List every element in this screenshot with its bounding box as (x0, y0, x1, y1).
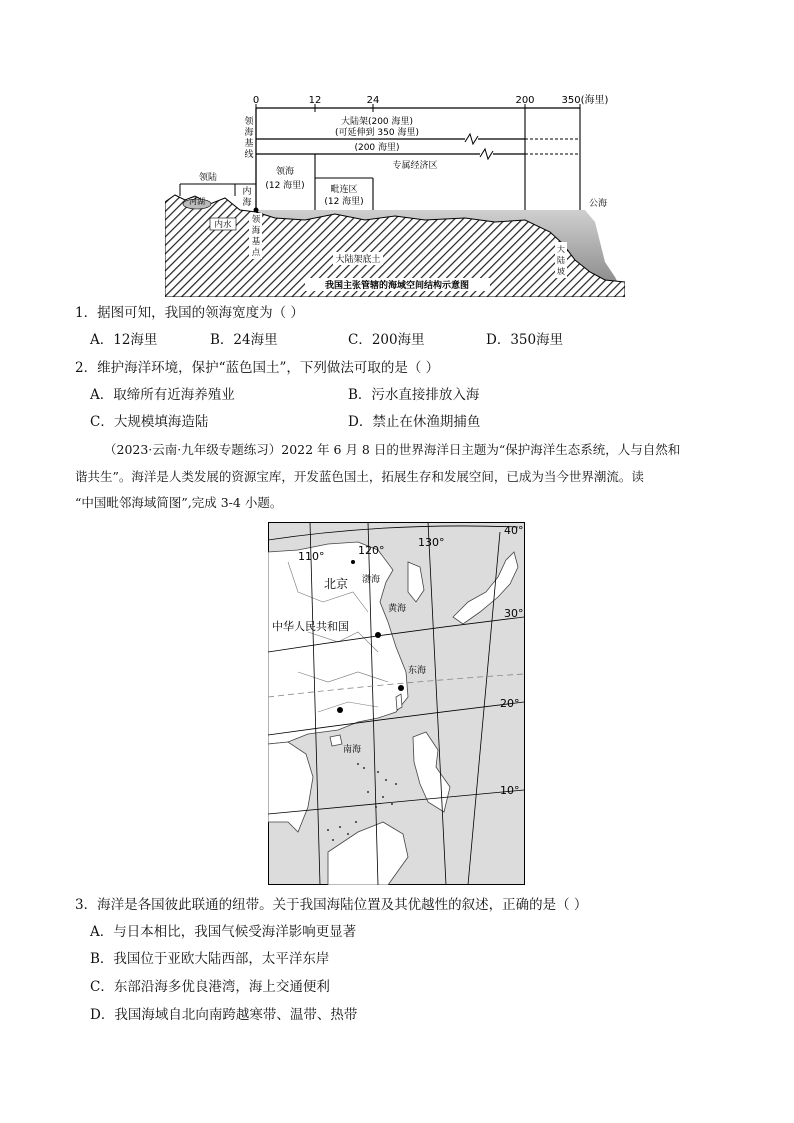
bohai-label: 渤海 (362, 575, 381, 585)
svg-text:基: 基 (251, 237, 261, 247)
territorial-sea-label: 领海 (275, 167, 295, 177)
svg-text:坡: 坡 (557, 267, 565, 276)
lon-130-label: 130° (418, 536, 445, 549)
lat-40-label: 40° (504, 524, 524, 537)
svg-text:大: 大 (557, 245, 565, 254)
q2-option-b: B．污水直接排放入海 (348, 387, 480, 403)
passage-line-1: （2023·云南·九年级专题练习）2022 年 6 月 8 日的世界海洋日主题为“保护海洋生态系统，人与自然和 (104, 442, 681, 457)
q3-option-a: A．与日本相比，我国气候受海洋影响更显著 (90, 924, 357, 940)
eez-dist: (200 海里) (354, 143, 400, 153)
sea-zone-diagram (165, 92, 625, 297)
q3-option-b: B．我国位于亚欧大陆西部，太平洋东岸 (90, 951, 330, 967)
svg-text:海: 海 (251, 226, 261, 236)
shelf-label: 大陆架(200 海里) (340, 117, 414, 127)
lon-120-label: 120° (358, 544, 385, 557)
eez-label: 专属经济区 (392, 161, 438, 171)
beijing-label: 北京 (324, 577, 349, 591)
q3-option-d: D．我国海域自北向南跨越寒带、温带、热带 (90, 1007, 358, 1023)
shelf-floor-label: 大陆架底土 (335, 255, 381, 265)
tick-12: 12 (308, 95, 322, 106)
lon-110-label: 110° (298, 550, 325, 563)
q1-stem: 1．据图可知，我国的领海宽度为（ ） (75, 305, 304, 321)
tick-200: 200 (515, 95, 535, 106)
svg-text:内: 内 (242, 187, 252, 197)
q1-option-c: C．200海里 (348, 332, 425, 348)
china-seas-map (268, 522, 525, 885)
q2-option-a: A．取缔所有近海养殖业 (90, 387, 235, 403)
q3-option-c: C．东部沿海多优良港湾，海上交通便利 (90, 979, 330, 995)
svg-text:领: 领 (244, 117, 254, 127)
country-label: 中华人民共和国 (272, 620, 349, 633)
svg-text:陆: 陆 (557, 256, 565, 265)
q1-option-b: B．24海里 (210, 332, 278, 348)
svg-text:海: 海 (242, 198, 252, 208)
lat-10-label: 10° (500, 784, 520, 797)
svg-text:(12 海里): (12 海里) (324, 197, 364, 207)
lat-30-label: 30° (504, 607, 524, 620)
lat-20-label: 20° (500, 697, 520, 710)
svg-text:领: 领 (251, 215, 261, 225)
tick-24: 24 (366, 95, 380, 106)
river-lake-label: 河湖 (189, 197, 205, 206)
svg-text:基: 基 (244, 139, 254, 149)
donghai-label: 东海 (408, 666, 427, 676)
inland-water-label: 内水 (214, 220, 232, 230)
passage-line-2: 谐共生”。海洋是人类发展的资源宝库，开发蓝色国土，拓展生存和发展空间，已成为当今世界潮流。读 (75, 469, 644, 484)
tick-0: 0 (252, 95, 260, 106)
svg-text:点: 点 (251, 248, 261, 258)
contiguous-zone-label: 毗连区 (330, 185, 358, 195)
passage-line-3: “中国毗邻海域简图”,完成 3-4 小题。 (75, 495, 283, 510)
q3-stem: 3．海洋是各国彼此联通的纽带。关于我国海陆位置及其优越性的叙述，正确的是（ ） (75, 897, 588, 913)
q2-stem: 2．维护海洋环境，保护“蓝色国土”，下列做法可取的是（ ） (75, 360, 440, 376)
land-label: 领陆 (198, 173, 218, 183)
svg-text:(12 海里): (12 海里) (265, 181, 305, 191)
diagram-caption: 我国主张管辖的海域空间结构示意图 (324, 281, 470, 291)
nanhai-label: 南海 (343, 745, 362, 755)
shelf-sub: (可延伸到 350 海里) (335, 128, 419, 138)
q1-option-a: A．12海里 (90, 332, 158, 348)
q1-option-d: D．350海里 (486, 332, 564, 348)
huanghai-label: 黄海 (388, 604, 407, 614)
high-seas-label: 公海 (588, 199, 608, 209)
q2-option-c: C．大规模填海造陆 (90, 414, 209, 430)
svg-text:线: 线 (244, 150, 254, 160)
tick-350: 350(海里) (561, 95, 609, 106)
q2-option-d: D．禁止在休渔期捕鱼 (348, 414, 481, 430)
svg-text:海: 海 (244, 128, 254, 138)
